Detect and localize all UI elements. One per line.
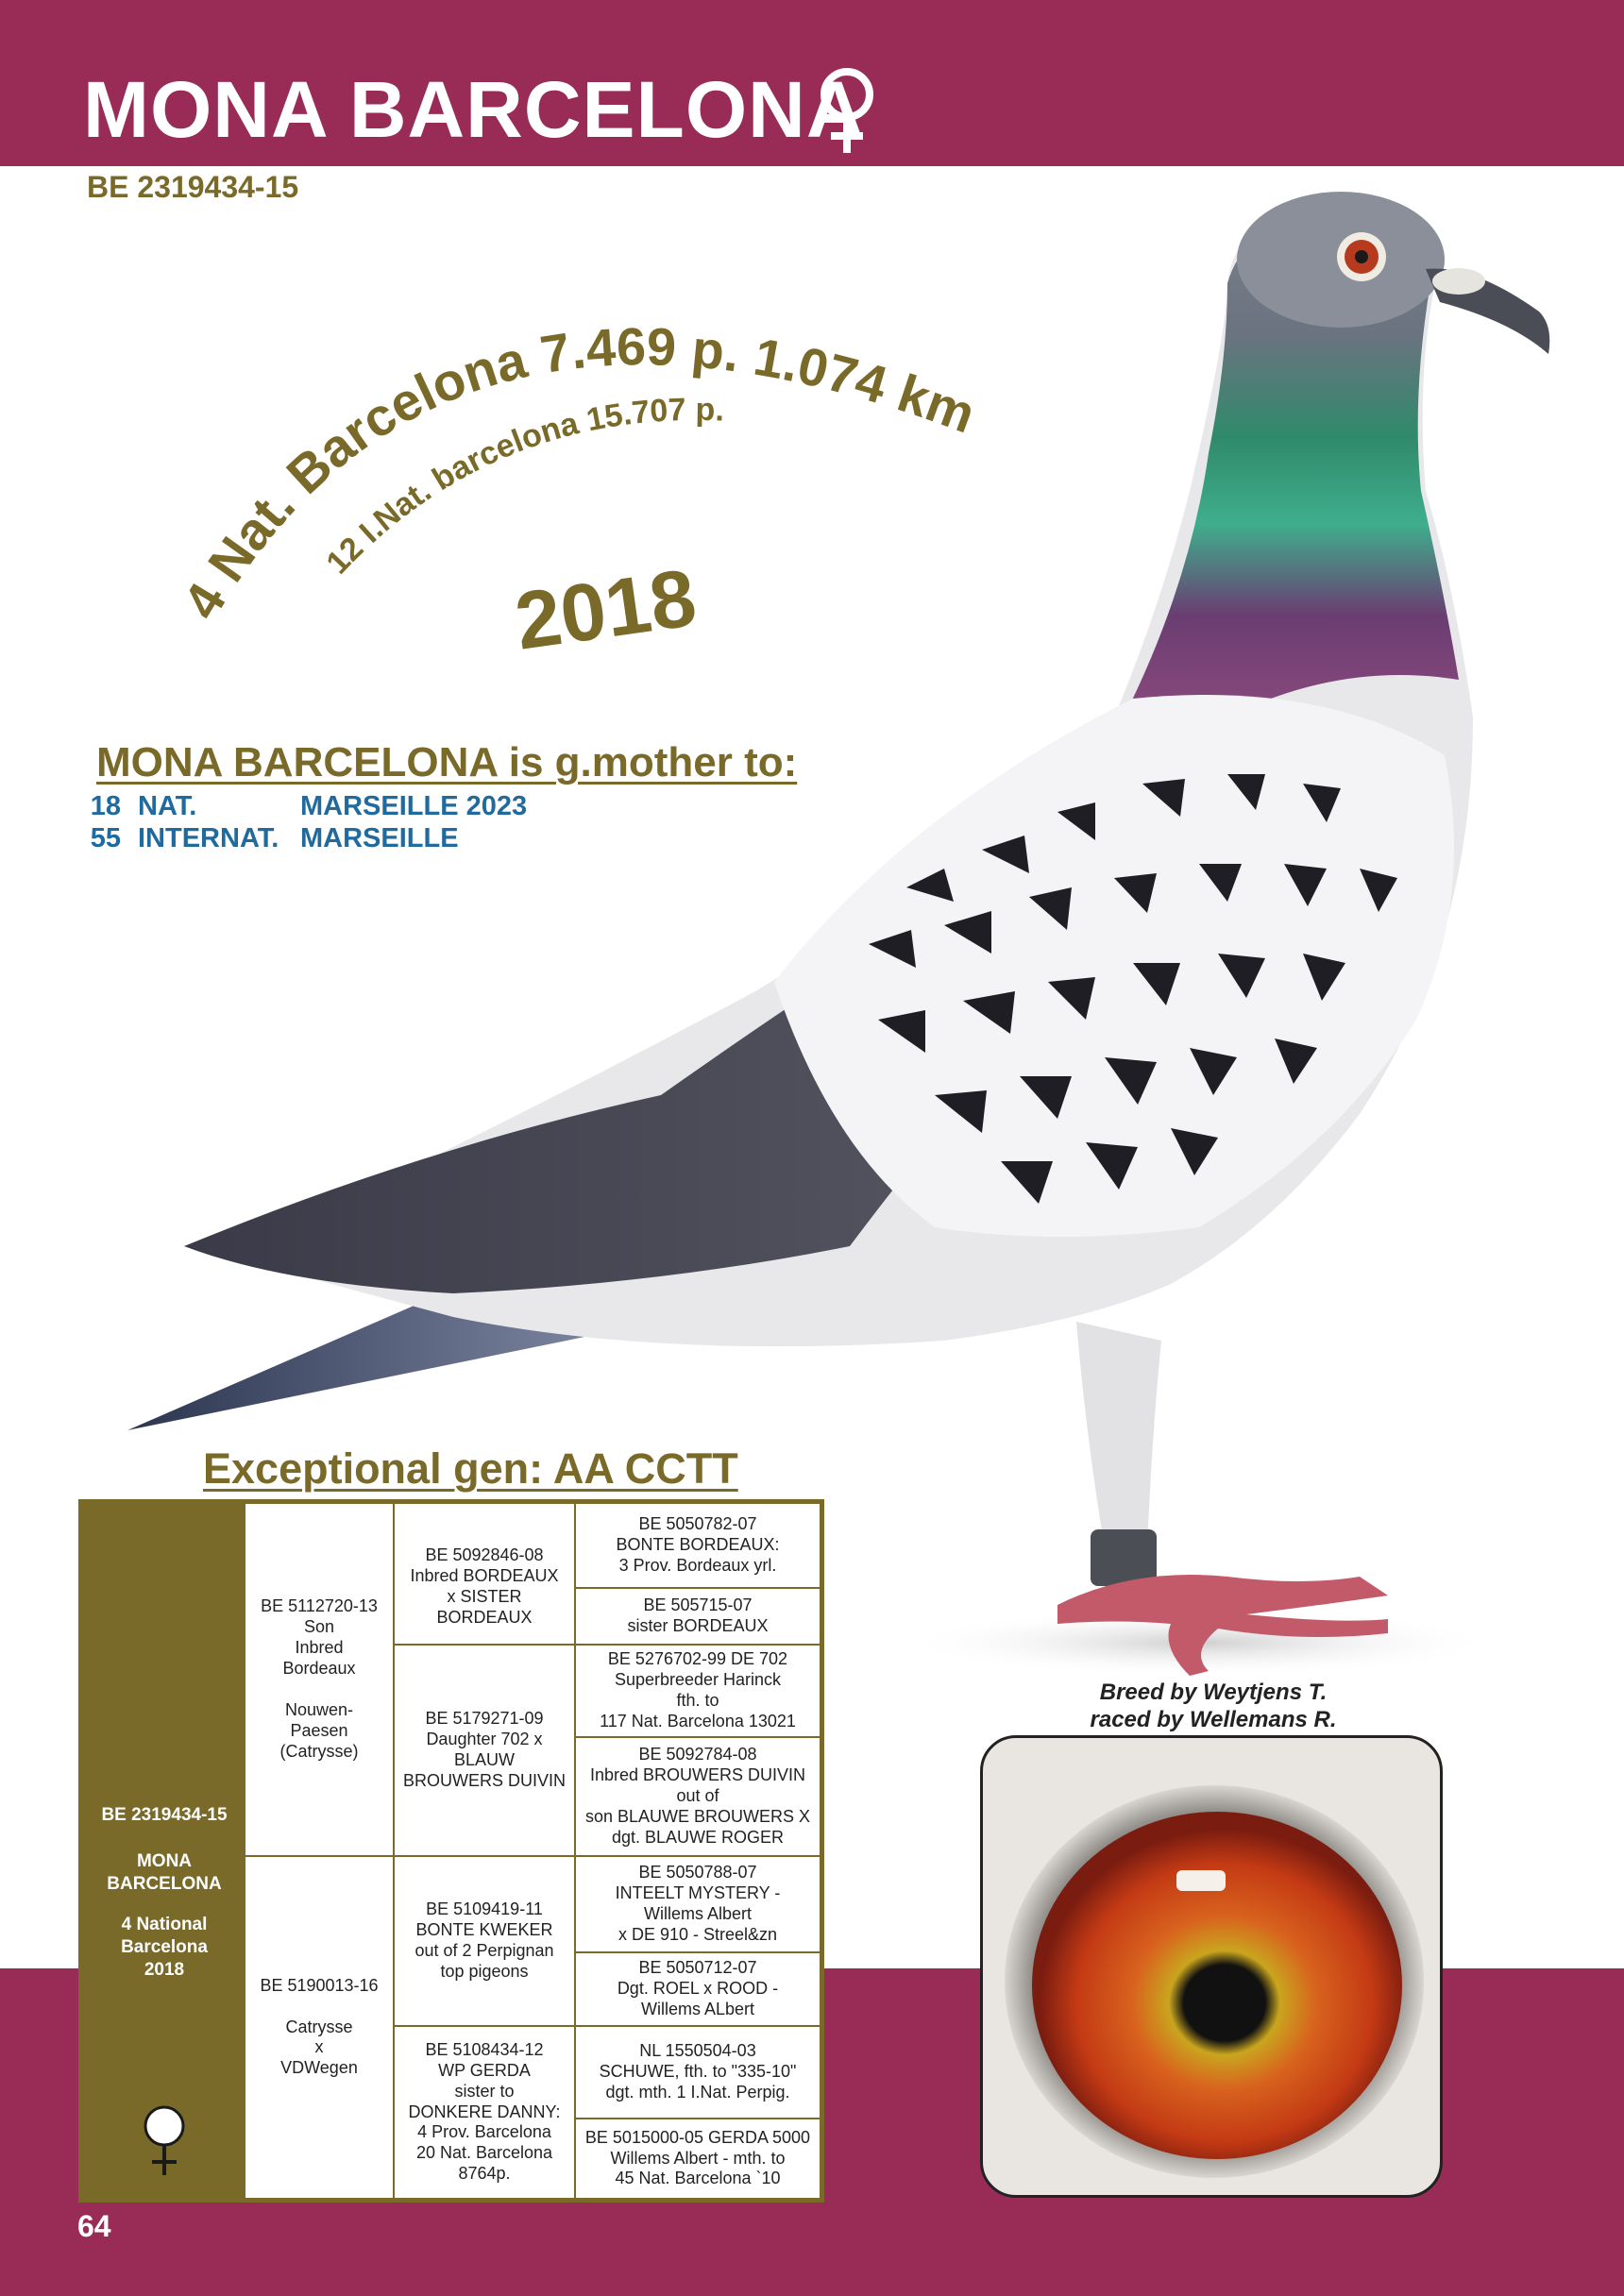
gm-level: INTERNAT. <box>138 823 279 853</box>
pigeon-eye-photo <box>980 1735 1443 2198</box>
pedigree-table <box>78 1499 824 2203</box>
grandmother-heading: MONA BARCELONA is g.mother to: <box>96 739 798 785</box>
pedigree-ggp-1: BE 5050782-07 BONTE BORDEAUX: 3 Prov. Bordeaux yrl. <box>576 1504 820 1587</box>
result-line-intl: 12 I.Nat. barcelona 15.707 p. <box>319 391 725 582</box>
gm-race: MARSEILLE <box>300 823 459 853</box>
page-number: 64 <box>77 2209 111 2243</box>
gm-rank: 55 <box>90 823 121 853</box>
pedigree-ggp-3: BE 5276702-99 DE 702 Superbreeder Harinck fth. to 117 Nat. Barcelona 13021 <box>576 1646 820 1736</box>
self-note: 4 National Barcelona 2018 <box>121 1915 208 1980</box>
gm-level: NAT. <box>138 791 197 821</box>
result-year: 2018 <box>510 552 702 667</box>
self-name: MONA BARCELONA <box>107 1851 222 1894</box>
pedigree-ggp-5: BE 5050788-07 INTEELT MYSTERY - Willems Albert x DE 910 - Streel&zn <box>576 1857 820 1951</box>
gm-rank: 18 <box>90 791 121 821</box>
pedigree-self <box>83 1504 245 2198</box>
pedigree-sire: BE 5112720-13 Son Inbred Bordeaux Nouwen- Paesen (Catrysse) <box>245 1504 393 1855</box>
page-title: MONA BARCELONA <box>83 65 865 154</box>
self-ring: BE 2319434-15 <box>101 1805 228 1825</box>
result-line-main: 4 Nat. Barcelona 7.469 p. 1.074 km <box>171 316 984 630</box>
pedigree-ggp-8: BE 5015000-05 GERDA 5000 Willems Albert - mth. to 45 Nat. Barcelona `10 <box>576 2119 820 2198</box>
pedigree-ggp-6: BE 5050712-07 Dgt. ROEL x ROOD - Willems ALbert <box>576 1953 820 2025</box>
ring-number: BE 2319434-15 <box>87 170 299 204</box>
female-symbol-icon <box>138 2103 191 2179</box>
pedigree-grandsire-1: BE 5092846-08 Inbred BORDEAUX x SISTER BORDEAUX <box>395 1504 574 1644</box>
pedigree-granddam-2: BE 5108434-12 WP GERDA sister to DONKERE DANNY: 4 Prov. Barcelona 20 Nat. Barcelona 8764p. <box>395 2027 574 2198</box>
pedigree-granddam-1: BE 5179271-09 Daughter 702 x BLAUW BROUWERS DUIVIN <box>395 1646 574 1855</box>
pedigree-grandsire-2: BE 5109419-11 BONTE KWEKER out of 2 Perpignan top pigeons <box>395 1857 574 2025</box>
pedigree-dam: BE 5190013-16 Catrysse x VDWegen <box>245 1857 393 2198</box>
gm-race: MARSEILLE 2023 <box>300 791 528 821</box>
breed-by: Breed by Weytjens T. <box>1099 1680 1328 1705</box>
pedigree-ggp-2: BE 505715-07 sister BORDEAUX <box>576 1589 820 1644</box>
raced-by: raced by Wellemans R. <box>1090 1707 1337 1733</box>
pedigree-ggp-4: BE 5092784-08 Inbred BROUWERS DUIVIN out of son BLAUWE BROUWERS X dgt. BLAUWE ROGER <box>576 1738 820 1855</box>
gene-heading: Exceptional gen: AA CCTT <box>203 1444 738 1493</box>
pedigree-ggp-7: NL 1550504-03 SCHUWE, fth. to "335-10" dgt. mth. 1 I.Nat. Perpig. <box>576 2027 820 2118</box>
breeder-credit <box>1039 1679 1388 1734</box>
